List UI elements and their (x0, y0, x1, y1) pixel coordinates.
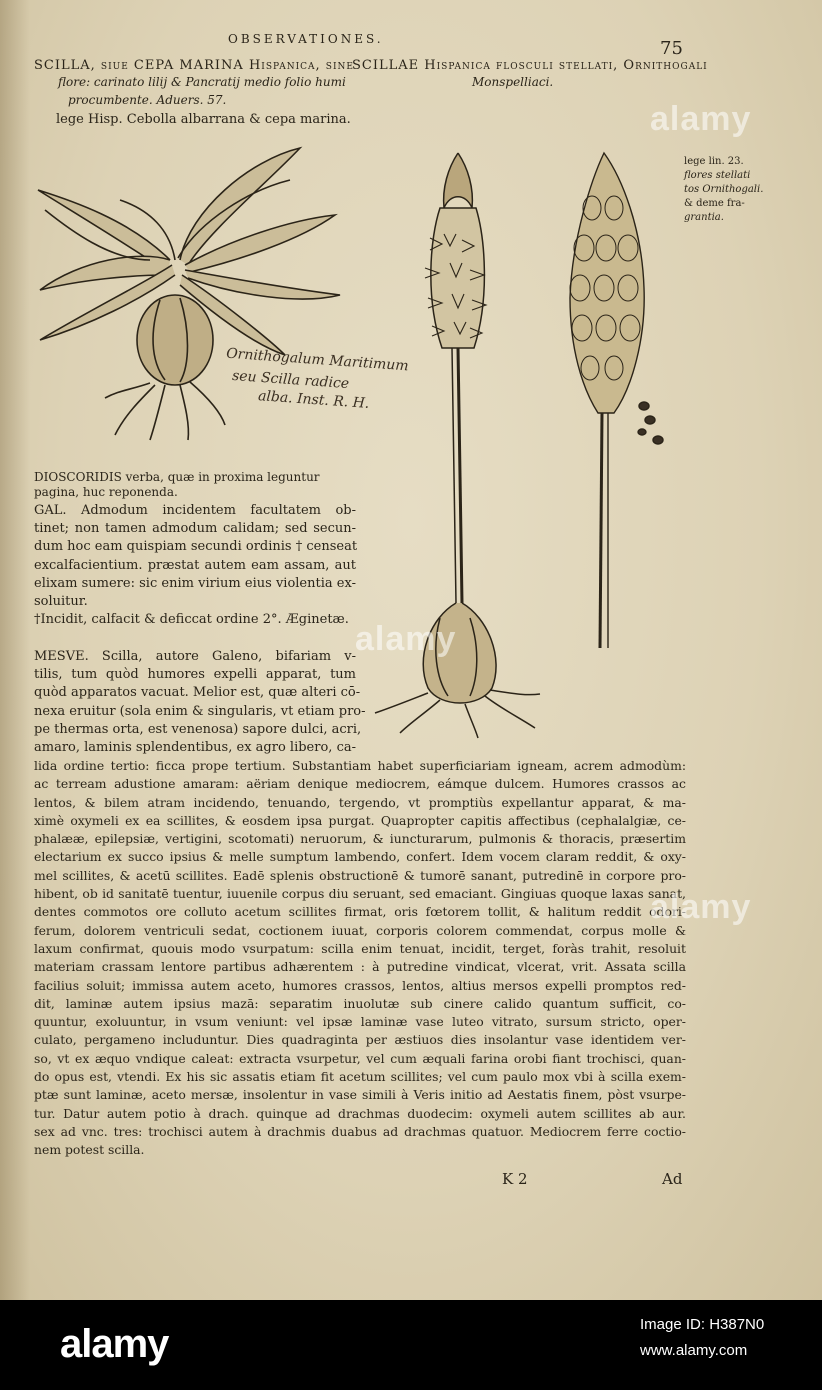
text-line: so, vt ex æquo vndique caleat: extracta vsurpetur, vel cum æquali farina orobi fiant trochisci, quan- (34, 1050, 686, 1066)
text-line: lida ordine tertio: ficca prope tertium. Substantiam habet superficiariam igneam, acrem admodùm: (34, 758, 686, 773)
text-line: electarium ex succo ipsius & melle sumptum lambendo, confert. Idem vocem claram reddit, & oxy- (34, 849, 686, 865)
text-line: soluitur. (34, 594, 88, 610)
text-line: dit, laminæ autem ipsius mazā: separatim inuolutæ sub cinere calido quantum sufficit, co- (34, 995, 686, 1011)
text-line: ferum, dolorem ventriculi sedat, coctionem iuuat, corporis colorem commendat, corpus molle & (34, 922, 686, 938)
watermark: alamy (650, 100, 752, 138)
margin-note-line: tos Ornithogali. (684, 184, 764, 195)
text-line: hibent, ob id sanitatē tuentur, iuuenile corpus diu seruant, sed emaciant. Gingiuas quoque laxas sanat, (34, 886, 686, 902)
text-line: ximè oxymeli ex ea scillites, & eosdem ipsa purgat. Quapropter capitis affectibus (cephalalgiæ, ce- (34, 812, 686, 828)
text-line: materiam crassam lentore partibus adhærentem : à putredine vindicat, vlcerat, vrit. Assata scilla (34, 959, 686, 975)
text-line: phalææ, epilepsiæ, vertigini, scotomati) neruorum, & iuncturarum, pulmonis & thoracis, præsertim (34, 831, 686, 847)
text-line: facilius soluit; immissa autem aceto, humores crassos, lentos, altius mersos expelli promptos red- (34, 977, 686, 993)
title-left-line-2: flore: carinato lilij & Pancratij medio folio humi (58, 75, 346, 89)
catchword: Ad (662, 1170, 683, 1188)
text-line: elixam sumere: sic enim virium eius violentia ex- (34, 575, 356, 591)
alamy-logo: alamy (60, 1322, 169, 1366)
signature-mark: K 2 (502, 1170, 528, 1188)
scilla-fruiting-spike-illustration (562, 148, 682, 653)
text-line: GAL. Admodum incidentem facultatem ob- (34, 503, 356, 518)
galen-paragraph (34, 502, 356, 611)
handwritten-note-line: alba. Inst. R. H. (257, 388, 370, 412)
text-line: dentes commotos ore colluto acetum scillites firmat, oris fœtorem tollit, & halitum reddit odori- (34, 904, 686, 920)
text-line: mel scillites, & acetū scillites. Eadē splenis obstructionē & tumorē sanant, putredinē in corpore pro- (34, 867, 686, 883)
text-line: pe thermas orta, est venenosa) sapore dulci, acri, (34, 721, 362, 737)
margin-note-line: grantia. (684, 212, 724, 223)
margin-note-line: lege lin. 23. (684, 156, 744, 167)
text-line: ptæ sunt laminæ, aceto mersæ, insolentur in vase simili à Veris initio ad Aestatis finem, pòst vsurpe- (34, 1087, 686, 1103)
text-line: tur. Datur autem potio à drach. quinque ad drachmas duodecim: oxymeli autem scillites ab aur. (34, 1105, 686, 1121)
mesue-paragraph (34, 648, 366, 757)
alamy-footer-bar (0, 1300, 822, 1390)
title-left-line-3: procumbente. Aduers. 57. (68, 93, 227, 107)
watermark: alamy (355, 620, 457, 658)
text-line: do opus est, vtendi. Ex his sic assatis etiam fit acetum scillites; vel cum paulo mox vbi à scilla exem- (34, 1069, 686, 1085)
text-line: dum hoc eam quispiam secundi ordinis † censeat (34, 539, 358, 555)
text-line: quuntur, exoluuntur, in vsum veniunt: vel ipsæ laminæ vase luteo vitrato, sursum stricto, oper- (34, 1014, 686, 1030)
dioscorides-note-line-2: pagina, huc reponenda. (34, 485, 178, 499)
handwritten-note-line: Ornithogalum Maritimum (225, 345, 410, 375)
text-line: ac terream adustione amaram: aëriam denique mediocrem, eámque dulcem. Humores crassos ac (34, 776, 686, 792)
text-line: tinet; non tamen admodum calidam; sed secun- (34, 521, 356, 537)
text-line: laxum confirmat, quouis modo vsurpatum: scilla enim tenuat, incidit, terget, foràs trahit, resoluit (34, 940, 686, 956)
alamy-url: www.alamy.com (640, 1342, 748, 1359)
text-line: sex ad vnc. tres: trochisci autem à drachmis duabus ad drachmas quatuor. Mediocrem ferre coctio- (34, 1123, 686, 1139)
running-head: OBSERVATIONES. (228, 32, 384, 46)
text-line: culato, pergameno includuntur. Dies quadraginta per æstiuos dies insolantur vase identidem ver- (34, 1032, 686, 1048)
aegineta-note: †Incidit, calfacit & deficcat ordine 2°. Æginetæ. (34, 612, 349, 627)
text-line: MESVE. Scilla, autore Galeno, bifariam v- (34, 649, 356, 664)
margin-note-line: flores stellati (684, 170, 751, 181)
watermark: alamy (650, 888, 752, 926)
title-right-line-2: Monspelliaci. (472, 75, 554, 89)
title-left-line-1: SCILLA, siue CEPA MARINA Hispanica, sine (34, 58, 354, 73)
text-line: excalfacientium. præstat autem eam assam, aut (34, 557, 356, 573)
title-left-lege-note: lege Hisp. Cebolla albarrana & cepa marina. (56, 112, 351, 127)
text-line: tilis, tum quòd humores expelli apparat, tum (34, 667, 356, 683)
handwritten-note-line: seu Scilla radice (231, 367, 350, 393)
image-id: Image ID: H387N0 (640, 1316, 765, 1333)
text-line: amaro, laminis splendentibus, ex agro libero, ca- (34, 740, 356, 756)
margin-note-line: & deme fra- (684, 198, 745, 209)
text-line: nexa eruitur (sola enim & singularis, vt etiam pro- (34, 703, 366, 719)
text-line: quòd apparatos vacuat. Melior est, quæ alteri cō- (34, 685, 361, 701)
page-number: 75 (660, 38, 683, 59)
text-line: nem potest scilla. (34, 1142, 145, 1158)
dioscorides-note-line-1: DIOSCORIDIS verba, quæ in proxima leguntur (34, 470, 320, 484)
text-line: lentos, & bilem atram incidendo, tenuando, tergendo, vt promptiùs expellantur apparat, & ma- (34, 794, 686, 810)
main-text-body (34, 757, 686, 1160)
title-right-line-1: SCILLAE Hispanica flosculi stellati, Ornithogali (352, 58, 708, 73)
